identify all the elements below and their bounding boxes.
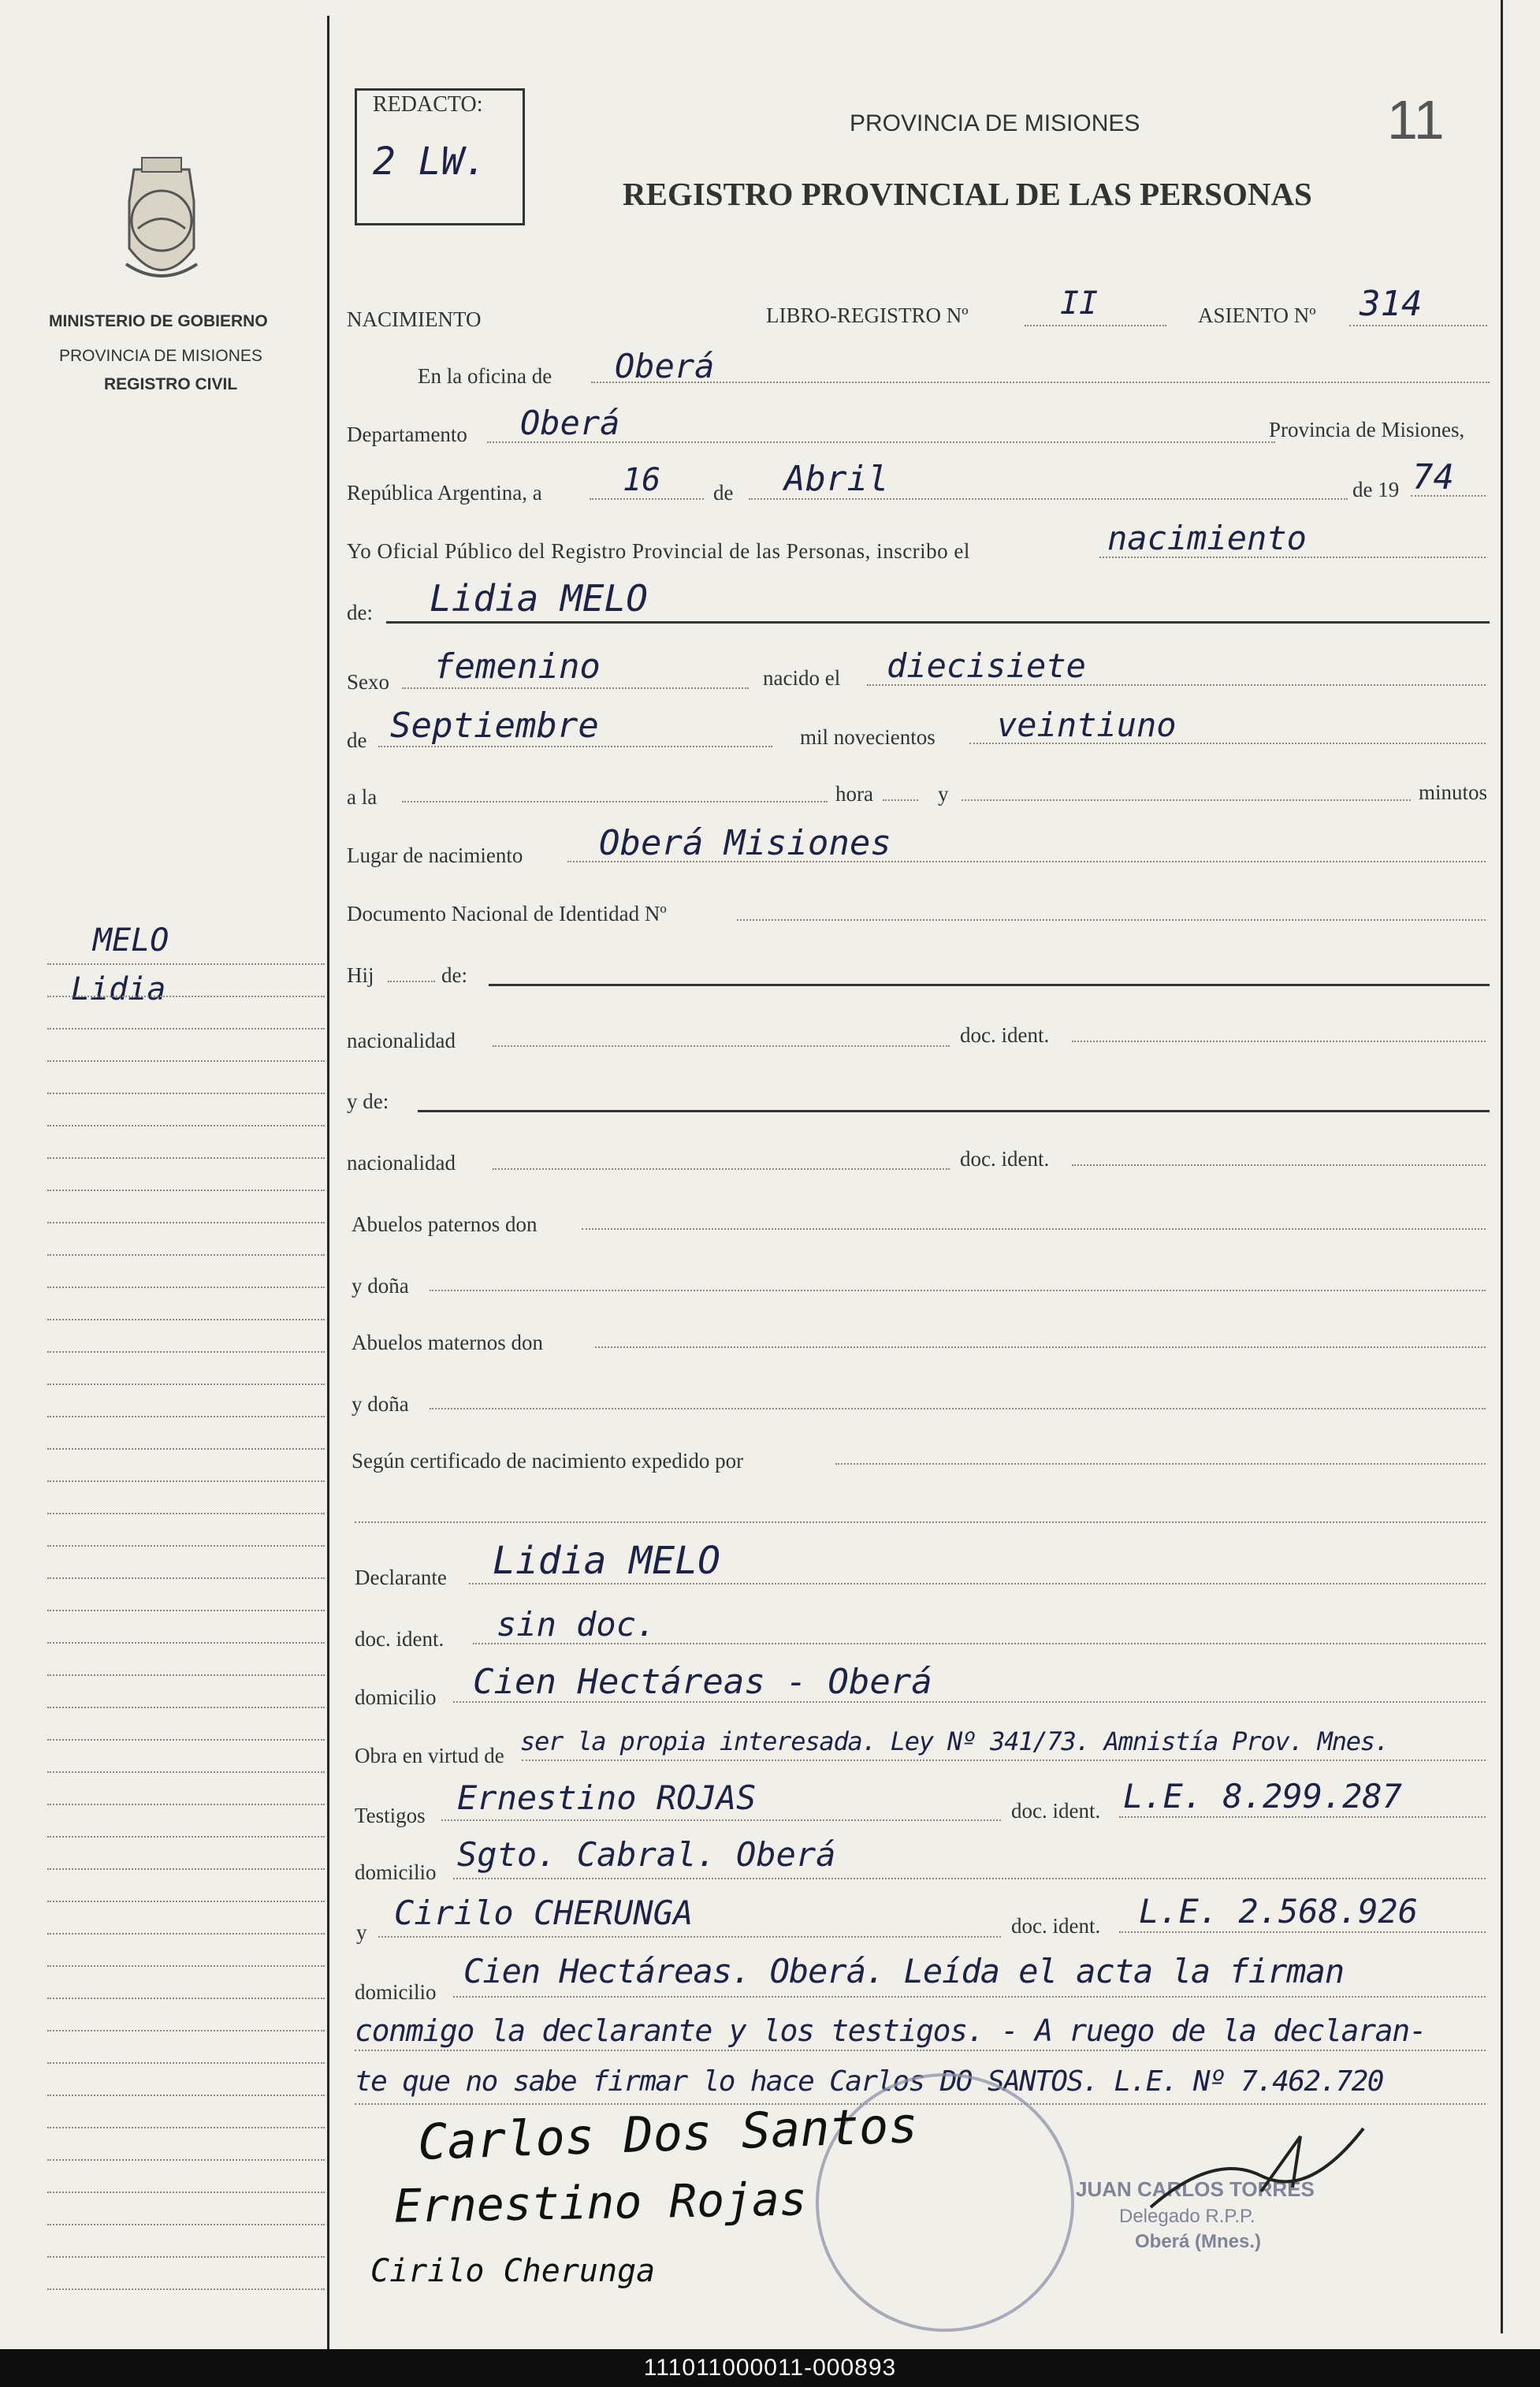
abuelos-mat-line [595,1346,1486,1348]
sexo-label: Sexo [347,670,389,694]
hij-de-label: de: [441,963,467,987]
testigo2-value: Cirilo CHERUNGA [394,1894,694,1932]
left-ruled-line [47,1480,325,1482]
oficial-text: Yo Oficial Público del Registro Provincial de las Personas, inscribo el [347,539,970,563]
left-ruled-line [47,1739,325,1741]
birth-month-value: Septiembre [390,706,599,746]
left-ruled-line [47,1804,325,1805]
left-ruled-line [47,1771,325,1773]
margin-surname: MELO [93,922,169,959]
left-ruled-line [47,1836,325,1838]
nacionalidad1-line [493,1045,950,1047]
testigo2-doc: L.E. 2.568.926 [1139,1892,1419,1931]
testigo2-doc-line [1119,1931,1486,1933]
left-ruled-line [47,1901,325,1902]
domicilio3-line [453,1996,1486,1998]
nacido-value: diecisiete [887,646,1086,685]
closing-line2: te que no sabe firmar lo hace Carlos DO SANTOS. L.E. Nº 7.462.720 [355,2065,1383,2098]
left-ruled-line [47,2191,325,2193]
ministry-label: MINISTERIO DE GOBIERNO [49,312,268,330]
parent1-line [489,984,1490,986]
certificado-line [835,1463,1486,1465]
left-ruled-line [47,1190,325,1191]
left-ruled-line [47,1965,325,1967]
doc-ident1-label: doc. ident. [960,1023,1050,1047]
hora-label: hora [835,782,873,806]
testigo1-doc: L.E. 8.299.287 [1123,1777,1403,1815]
nacimiento-label: NACIMIENTO [347,307,482,331]
left-ruled-line [47,1383,325,1385]
obra-label: Obra en virtud de [355,1744,504,1767]
de2-label: de: [347,601,373,624]
domicilio1-value: Cien Hectáreas - Oberá [473,1662,932,1702]
left-ruled-line [47,1933,325,1935]
ala-label: a la [347,785,378,809]
declarante-label: Declarante [355,1566,447,1589]
mil-label: mil novecientos [800,725,936,749]
left-ruled-line [47,2095,325,2096]
margin-name: Lidia [71,971,166,1007]
nacionalidad1-label: nacionalidad [347,1029,456,1052]
left-ruled-line [47,2256,325,2258]
domicilio3-label: domicilio [355,1980,437,2004]
redacto-label: REDACTO: [373,92,483,117]
document-code: 111011000011-000893 [0,2349,1540,2387]
testigo1-doc-line [1119,1816,1486,1818]
left-ruled-line [47,2030,325,2031]
left-ruled-line [47,1642,325,1644]
y-testigo-label: y [356,1920,367,1944]
left-ruled-line [47,996,325,997]
left-ruled-line [47,1093,325,1094]
asiento-label: ASIENTO Nº [1198,303,1316,327]
libro-label: LIBRO-REGISTRO Nº [766,303,969,327]
certificado-label: Según certificado de nacimiento expedido por [352,1449,744,1473]
page-number: 11 [1387,89,1445,151]
left-ruled-line [47,1319,325,1320]
closing-line1: conmigo la declarante y los testigos. - A ruego de la declaran- [355,2013,1427,2048]
left-ruled-line [47,1707,325,1708]
coat-of-arms [118,154,205,296]
y-label: y [938,782,949,806]
hij-line [388,981,435,982]
minutes-line [962,799,1411,801]
ydona2-label: y doña [352,1392,409,1416]
person-value: Lidia MELO [430,577,648,620]
left-ruled-line [47,1028,325,1030]
left-ruled-line [47,1060,325,1062]
declarante-line [469,1583,1486,1585]
doc-ident1-line [1072,1041,1486,1042]
ydona1-line [430,1290,1486,1291]
year-label: de 19 [1352,478,1400,501]
obra-line [522,1760,1486,1761]
libro-line [1025,325,1166,326]
closing-line1-rule [355,2050,1486,2051]
abuelos-pat-label: Abuelos paternos don [352,1212,538,1236]
asiento-value: 314 [1360,284,1423,324]
lugar-value: Oberá Misiones [599,823,891,863]
nacionalidad2-label: nacionalidad [347,1151,456,1175]
redacto-box [355,88,525,225]
signature-1: Carlos Dos Santos [416,2095,919,2172]
left-ruled-line [47,1674,325,1676]
oficina-value: Oberá [615,347,715,385]
inscribo-value: nacimiento [1107,519,1307,557]
yde-label: y de: [347,1089,389,1113]
testigo1-dom: Sgto. Cabral. Oberá [457,1835,836,1874]
testigo1-doc-label: doc. ident. [1011,1799,1101,1823]
year-value: 74 [1412,457,1454,497]
day-value: 16 [623,462,661,498]
parent2-line [418,1110,1490,1112]
month-value: Abril [784,459,889,499]
oficina-line [591,382,1490,383]
de3-label: de [347,728,367,752]
republica-label: República Argentina, a [347,481,542,505]
left-ruled-line [47,1448,325,1450]
document-title: REGISTRO PROVINCIAL DE LAS PERSONAS [623,176,1312,212]
official-name: JUAN CARLOS TORRES [1076,2177,1315,2201]
left-ruled-line [47,1125,325,1126]
abuelos-pat-line [582,1228,1486,1230]
sexo-line [402,687,749,689]
lugar-label: Lugar de nacimiento [347,843,523,867]
minutos-label: minutos [1419,780,1488,804]
docident-value: sin doc. [497,1605,657,1644]
testigo1-value: Ernestino ROJAS [457,1778,757,1817]
de-label: de [713,481,734,505]
doc-ident2-line [1072,1164,1486,1166]
certificado-line2 [355,1521,1486,1523]
departamento-value: Oberá [520,404,620,442]
left-ruled-line [47,1351,325,1353]
left-ruled-line [47,1577,325,1579]
testigo1-line [441,1819,1001,1821]
abuelos-mat-label: Abuelos maternos don [352,1331,543,1354]
day-line [590,498,704,500]
dni-label: Documento Nacional de Identidad Nº [347,902,667,925]
nacido-label: nacido el [763,666,841,690]
birth-month-line [378,746,772,747]
header-province: PROVINCIA DE MISIONES [850,110,1140,136]
left-ruled-line [47,1222,325,1223]
libro-value: II [1060,285,1099,322]
signature-2: Ernestino Rojas [393,2172,808,2233]
asiento-line [1349,325,1487,326]
left-ruled-line [47,1513,325,1514]
ydona1-label: y doña [352,1274,409,1298]
testigo2-dom: Cien Hectáreas. Oberá. Leída el acta la firman [463,1952,1345,1990]
left-ruled-line [47,1287,325,1288]
official-role: Delegado R.P.P. [1119,2206,1255,2227]
left-ruled-line [47,2224,325,2225]
birth-year-value: veintiuno [997,706,1177,744]
domicilio1-label: domicilio [355,1685,437,1709]
left-ruled-line [47,1545,325,1547]
left-ruled-line [47,2127,325,2128]
left-ruled-line [47,1254,325,1256]
official-signature [1143,2121,1371,2219]
province-label: PROVINCIA DE MISIONES [59,347,262,365]
left-ruled-line [47,2159,325,2161]
hora-line2 [883,799,918,801]
hour-line [402,801,828,802]
doc-ident2-label: doc. ident. [960,1147,1050,1171]
dni-line [737,919,1486,921]
obra-value: ser la propia interesada. Ley Nº 341/73. Amnistía Prov. Mnes. [520,1726,1389,1756]
testigo2-doc-label: doc. ident. [1011,1914,1101,1938]
domicilio2-line [453,1878,1486,1879]
testigos-label: Testigos [355,1804,426,1827]
left-ruled-line [47,1157,325,1159]
provincia-label: Provincia de Misiones, [1269,418,1465,441]
left-ruled-line [47,963,325,965]
left-panel-divider [327,16,329,2349]
official-place: Oberá (Mnes.) [1135,2231,1262,2252]
docident-label: doc. ident. [355,1627,445,1651]
left-ruled-line [47,2288,325,2290]
left-ruled-line [47,1868,325,1870]
left-ruled-line [47,1416,325,1417]
testigo2-line [378,1936,1001,1938]
sexo-value: femenino [433,646,601,687]
departamento-label: Departamento [347,423,467,446]
left-ruled-line [47,1998,325,1999]
declarante-value: Lidia MELO [493,1539,720,1583]
nacionalidad2-line [493,1168,950,1170]
right-border [1501,0,1503,2333]
ydona2-line [430,1408,1486,1409]
redacto-value: 2 LW. [373,140,487,184]
domicilio2-label: domicilio [355,1860,437,1884]
signature-3: Cirilo Cherunga [370,2253,656,2289]
registry-label: REGISTRO CIVIL [104,375,238,393]
hij-label: Hij [347,963,374,987]
left-ruled-line [47,1610,325,1611]
person-line [386,621,1490,624]
left-ruled-line [47,2062,325,2064]
oficina-label: En la oficina de [418,364,552,388]
